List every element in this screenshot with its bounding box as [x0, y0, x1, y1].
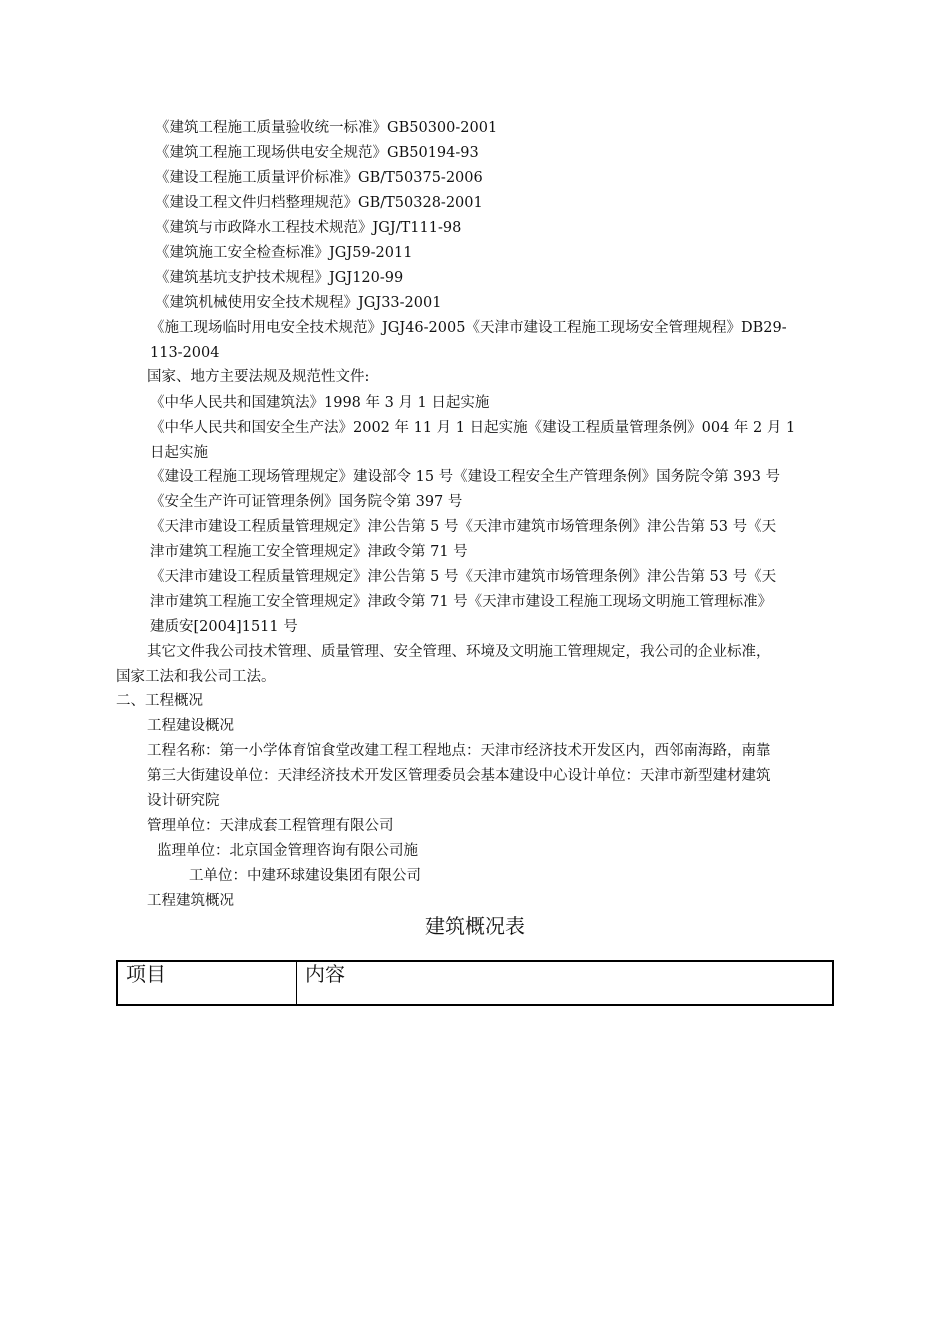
subsection-heading: 工程建设概况	[147, 718, 234, 734]
law-line: 建质安[2004]1511 号	[150, 619, 298, 635]
table-header-row	[117, 961, 833, 1005]
section-heading: 二、工程概况	[116, 693, 203, 709]
reference-line: 《建筑机械使用安全技术规程》JGJ33-2001	[155, 295, 442, 311]
project-info-line: 第三大街建设单位：天津经济技术开发区管理委员会基本建设中心设计单位：天津市新型建材建筑	[147, 768, 771, 784]
reference-line: 《建筑基坑支护技术规程》JGJ120-99	[155, 270, 404, 286]
other-docs-line: 国家工法和我公司工法。	[116, 669, 276, 685]
reference-line: 《建筑工程施工质量验收统一标准》GB50300-2001	[155, 120, 498, 136]
law-line: 津市建筑工程施工安全管理规定》津政令第 71 号《天津市建设工程施工现场文明施工管理标准》	[150, 594, 773, 610]
management-unit: 管理单位：天津成套工程管理有限公司	[147, 818, 394, 834]
reference-line: 《施工现场临时用电安全技术规范》JGJ46-2005《天津市建设工程施工现场安全管理规程》DB29-	[150, 320, 787, 336]
other-docs-line: 其它文件我公司技术管理、质量管理、安全管理、环境及文明施工管理规定，我公司的企业标准，	[147, 644, 771, 660]
law-line: 《天津市建设工程质量管理规定》津公告第 5 号《天津市建筑市场管理条例》津公告第 53 号《天	[150, 519, 777, 535]
supervision-unit: 监理单位：北京国金管理咨询有限公司施	[157, 843, 418, 859]
law-line: 《中华人民共和国建筑法》1998 年 3 月 1 日起实施	[150, 395, 490, 411]
law-line: 津市建筑工程施工安全管理规定》津政令第 71 号	[150, 544, 468, 560]
construction-unit: 工单位：中建环球建设集团有限公司	[189, 868, 421, 884]
laws-heading: 国家、地方主要法规及规范性文件:	[147, 369, 370, 385]
reference-line: 《建筑与市政降水工程技术规范》JGJ/T111-98	[155, 220, 462, 236]
table-title: 建筑概况表	[425, 914, 525, 938]
table-header-item: 项目	[117, 961, 297, 1005]
reference-line: 《建筑工程施工现场供电安全规范》GB50194-93	[155, 145, 479, 161]
building-overview-table	[116, 960, 834, 1006]
project-info-line: 设计研究院	[147, 793, 220, 809]
law-line: 日起实施	[150, 445, 208, 461]
table-header-content: 内容	[297, 961, 834, 1005]
reference-line: 《建设工程文件归档整理规范》GB/T50328-2001	[155, 195, 483, 211]
reference-line: 《建筑施工安全检查标准》JGJ59-2011	[155, 245, 413, 261]
reference-line: 113-2004	[150, 345, 220, 361]
law-line: 《中华人民共和国安全生产法》2002 年 11 月 1 日起实施《建设工程质量管理条例》004 年 2 月 1	[150, 420, 796, 436]
reference-line: 《建设工程施工质量评价标准》GB/T50375-2006	[155, 170, 483, 186]
subsection-heading: 工程建筑概况	[147, 893, 234, 909]
law-line: 《安全生产许可证管理条例》国务院令第 397 号	[150, 494, 463, 510]
law-line: 《建设工程施工现场管理规定》建设部令 15 号《建设工程安全生产管理条例》国务院令第 393 号	[150, 469, 781, 485]
project-info-line: 工程名称：第一小学体育馆食堂改建工程工程地点：天津市经济技术开发区内，西邻南海路，南靠	[147, 743, 771, 759]
law-line: 《天津市建设工程质量管理规定》津公告第 5 号《天津市建筑市场管理条例》津公告第 53 号《天	[150, 569, 777, 585]
